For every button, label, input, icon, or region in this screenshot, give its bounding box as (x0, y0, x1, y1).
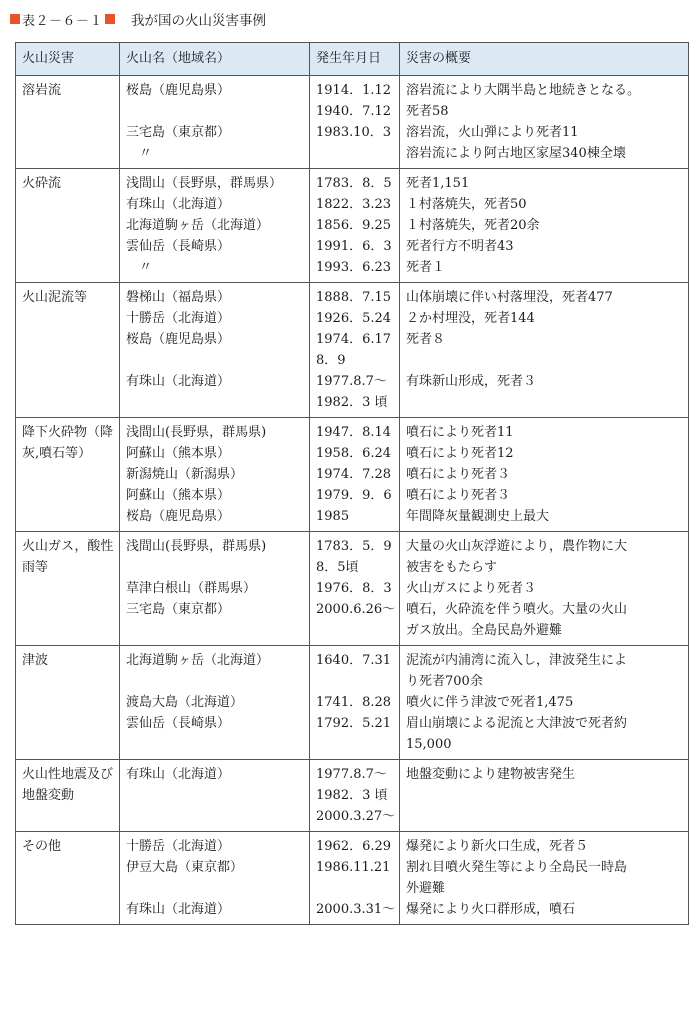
date-line: 1926．5.24 (316, 311, 392, 326)
summary-line: 噴火に伴う津波で死者1,475 (406, 695, 574, 710)
category-cell: 降下火砕物（降灰,噴石等） (16, 418, 120, 532)
table-header-row (16, 43, 689, 76)
volcano-line: 十勝岳（北海道） (126, 311, 231, 326)
category-cell: 火山泥流等 (16, 283, 120, 418)
summary-line: 死者８ (406, 332, 446, 347)
volcano-line: 磐梯山（福島県） (126, 290, 231, 305)
summary-cell (400, 532, 689, 646)
date-line (316, 734, 394, 755)
summary-line: 溶岩流により大隅半島と地続きとなる。 (406, 83, 641, 98)
date-line: 1982．3 頃 (316, 395, 388, 410)
volcano-line (126, 392, 304, 413)
date-line: 1976．8．3 (316, 581, 392, 596)
date-cell (310, 169, 400, 283)
date-line: 2000.3.27～ (316, 809, 396, 824)
volcano-line: 渡島大島（北海道） (126, 695, 244, 710)
date-line: 1986.11.21 (316, 860, 391, 875)
volcano-line: 雲仙岳（長崎県） (126, 716, 231, 731)
volcano-line (126, 878, 304, 899)
date-line: 1962．6.29 (316, 839, 392, 854)
summary-cell (400, 76, 689, 169)
volcano-line: 阿蘇山（熊本県） (126, 446, 231, 461)
date-line: 1983.10．3 (316, 125, 392, 140)
header-summary: 災害の概要 (400, 43, 689, 76)
date-line: 1977.8.7～ (316, 767, 387, 782)
summary-line: 噴石により死者12 (406, 446, 514, 461)
summary-cell (400, 832, 689, 925)
header-volcano: 火山名（地域名） (120, 43, 310, 76)
volcano-line (126, 350, 304, 371)
summary-line: ２か村埋没，死者144 (406, 311, 535, 326)
table-row (16, 283, 689, 418)
volcano-line (126, 101, 304, 122)
summary-cell (400, 169, 689, 283)
date-line: 1991．6．3 (316, 239, 392, 254)
date-line: 1792．5.21 (316, 716, 392, 731)
volcano-cell (120, 646, 310, 760)
summary-line (406, 806, 683, 827)
volcano-line (126, 620, 304, 641)
caption-square-icon (10, 14, 20, 24)
summary-line: １村落焼失，死者50 (406, 197, 527, 212)
date-line: 1985 (316, 509, 350, 524)
table-row (16, 169, 689, 283)
volcano-line: 〃 (126, 260, 153, 275)
table-caption (10, 8, 266, 30)
table-number: 表２－６－１ (22, 13, 104, 29)
summary-cell (400, 646, 689, 760)
summary-line: 死者１ (406, 260, 446, 275)
summary-line: 割れ目噴火発生等により全島民一時島 (406, 860, 628, 875)
volcano-line: 〃 (126, 146, 153, 161)
summary-line: 死者行方不明者43 (406, 239, 514, 254)
volcano-line: 三宅島（東京都） (126, 125, 231, 140)
summary-line: 噴石により死者11 (406, 425, 514, 440)
date-line: 1822．3.23 (316, 197, 392, 212)
summary-line: 外避難 (406, 881, 446, 896)
volcano-line (126, 557, 304, 578)
category-cell: 溶岩流 (16, 76, 120, 169)
summary-line: 溶岩流，火山弾により死者11 (406, 125, 579, 140)
summary-line: 被害をもたらす (406, 560, 498, 575)
summary-line: 噴石により死者３ (406, 467, 511, 482)
date-cell (310, 646, 400, 760)
volcano-line (126, 806, 304, 827)
volcano-cell (120, 418, 310, 532)
date-line: 1993．6.23 (316, 260, 392, 275)
category-cell: 火砕流 (16, 169, 120, 283)
volcano-cell (120, 76, 310, 169)
volcano-line (126, 785, 304, 806)
category-cell: その他 (16, 832, 120, 925)
date-line (316, 143, 394, 164)
volcano-line (126, 734, 304, 755)
date-line: 2000.6.26～ (316, 602, 396, 617)
date-line (316, 878, 394, 899)
summary-cell (400, 283, 689, 418)
date-line: 1958．6.24 (316, 446, 392, 461)
table-row (16, 418, 689, 532)
volcanic-disaster-table (15, 42, 689, 925)
summary-line: 有珠新山形成，死者３ (406, 374, 537, 389)
volcano-cell (120, 832, 310, 925)
header-category: 火山災害 (16, 43, 120, 76)
date-line: 1940．7.12 (316, 104, 392, 119)
date-cell (310, 76, 400, 169)
summary-line: ガス放出。全島民島外避難 (406, 623, 563, 638)
summary-cell (400, 760, 689, 832)
summary-line: り死者700余 (406, 674, 483, 689)
date-line: 1888．7.15 (316, 290, 392, 305)
volcano-line: 浅間山（長野県，群馬県） (126, 176, 283, 191)
table-row (16, 532, 689, 646)
summary-line: 噴石により死者３ (406, 488, 511, 503)
summary-line: 15,000 (406, 737, 452, 752)
date-line: 1741．8.28 (316, 695, 392, 710)
date-line: 1977.8.7～ (316, 374, 387, 389)
date-cell (310, 283, 400, 418)
volcano-line: 桜島（鹿児島県） (126, 509, 231, 524)
date-line: 1783．8．5 (316, 176, 392, 191)
summary-line (406, 392, 683, 413)
summary-line: 爆発により火口群形成，噴石 (406, 902, 576, 917)
summary-line: １村落焼失，死者20余 (406, 218, 540, 233)
caption-square-icon (105, 14, 115, 24)
summary-line: 大量の火山灰浮遊により，農作物に大 (406, 539, 628, 554)
date-cell (310, 760, 400, 832)
table-row (16, 76, 689, 169)
date-line: 1640．7.31 (316, 653, 392, 668)
date-cell (310, 832, 400, 925)
summary-line (406, 785, 683, 806)
date-cell (310, 532, 400, 646)
table-title: 我が国の火山災害事例 (131, 13, 267, 29)
date-line: 8．9 (316, 353, 346, 368)
date-line (316, 620, 394, 641)
category-cell: 火山性地震及び地盤変動 (16, 760, 120, 832)
summary-line: 爆発により新火口生成，死者５ (406, 839, 589, 854)
table-body (16, 76, 689, 925)
volcano-line: 新潟焼山（新潟県） (126, 467, 244, 482)
volcano-line: 有珠山（北海道） (126, 902, 231, 917)
volcano-line: 十勝岳（北海道） (126, 839, 231, 854)
date-line: 1856．9.25 (316, 218, 392, 233)
date-line: 1974．7.28 (316, 467, 392, 482)
summary-line: 溶岩流により阿古地区家屋340棟全壊 (406, 146, 626, 161)
category-cell: 火山ガス，酸性雨等 (16, 532, 120, 646)
summary-line: 死者58 (406, 104, 449, 119)
summary-cell (400, 418, 689, 532)
summary-line: 噴石，火砕流を伴う噴火。大量の火山 (406, 602, 628, 617)
volcano-line: 草津白根山（群馬県） (126, 581, 257, 596)
date-cell (310, 418, 400, 532)
table-row (16, 646, 689, 760)
volcano-line: 北海道駒ヶ岳（北海道） (126, 653, 270, 668)
summary-line (406, 350, 683, 371)
volcano-line: 桜島（鹿児島県） (126, 83, 231, 98)
volcano-line: 有珠山（北海道） (126, 197, 231, 212)
volcano-cell (120, 169, 310, 283)
date-line: 8．5頃 (316, 560, 359, 575)
date-line: 1979．9．6 (316, 488, 392, 503)
date-line: 1982．3 頃 (316, 788, 388, 803)
summary-line: 火山ガスにより死者３ (406, 581, 537, 596)
date-line: 1974．6.17 (316, 332, 392, 347)
summary-line: 山体崩壊に伴い村落埋没，死者477 (406, 290, 613, 305)
summary-line: 地盤変動により建物被害発生 (406, 767, 576, 782)
volcano-line: 三宅島（東京都） (126, 602, 231, 617)
table-row (16, 760, 689, 832)
volcano-line: 阿蘇山（熊本県） (126, 488, 231, 503)
table-row (16, 832, 689, 925)
date-line: 1947．8.14 (316, 425, 392, 440)
category-cell: 津波 (16, 646, 120, 760)
summary-line: 泥流が内浦湾に流入し，津波発生によ (406, 653, 628, 668)
volcano-line: 伊豆大島（東京都） (126, 860, 244, 875)
date-line: 1783．5．9 (316, 539, 392, 554)
volcano-cell (120, 532, 310, 646)
summary-line: 死者1,151 (406, 176, 470, 191)
header-date: 発生年月日 (310, 43, 400, 76)
volcano-line: 有珠山（北海道） (126, 374, 231, 389)
date-line (316, 671, 394, 692)
volcano-cell (120, 283, 310, 418)
date-line: 2000.3.31～ (316, 902, 396, 917)
volcano-line: 雲仙岳（長崎県） (126, 239, 231, 254)
volcano-cell (120, 760, 310, 832)
date-line: 1914．1.12 (316, 83, 392, 98)
volcano-line: 有珠山（北海道） (126, 767, 231, 782)
volcano-line: 桜島（鹿児島県） (126, 332, 231, 347)
volcano-line: 浅間山(長野県，群馬県) (126, 539, 267, 554)
summary-line: 年間降灰量観測史上最大 (406, 509, 550, 524)
volcano-line (126, 671, 304, 692)
volcano-line: 北海道駒ヶ岳（北海道） (126, 218, 270, 233)
volcano-line: 浅間山(長野県，群馬県) (126, 425, 267, 440)
summary-line: 眉山崩壊による泥流と大津波で死者約 (406, 716, 628, 731)
